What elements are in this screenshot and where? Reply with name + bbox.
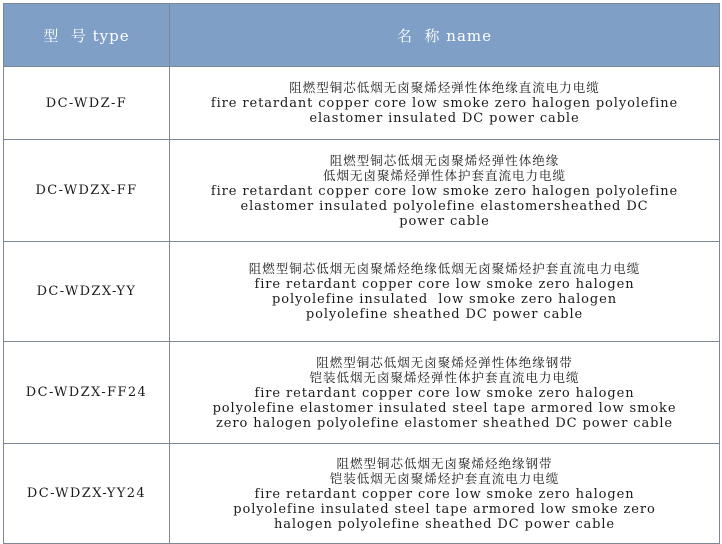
name-en-line: power cable bbox=[399, 213, 490, 229]
name-cn-line: 铠装低烟无卤聚烯烃弹性体护套直流电力电缆 bbox=[309, 370, 580, 385]
name-en-line: fire retardant copper core low smoke zero halogen bbox=[254, 276, 635, 292]
table-row bbox=[4, 242, 720, 342]
cable-spec-table bbox=[3, 3, 720, 544]
model-cell: DC-WDZX-FF24 bbox=[4, 342, 170, 444]
header-name: 名 称 name bbox=[170, 4, 720, 67]
name-en-line: elastomer insulated polyolefine elastomersheathed DC bbox=[240, 198, 649, 214]
name-cn-line: 阻燃型铜芯低烟无卤聚烯烃绝缘低烟无卤聚烯烃护套直流电力电缆 bbox=[248, 261, 641, 277]
name-en-line: fire retardant copper core low smoke zero halogen bbox=[254, 486, 635, 502]
name-en-line: halogen polyolefine sheathed DC power cable bbox=[273, 516, 616, 532]
name-cn-line: 阻燃型铜芯低烟无卤聚烯烃弹性体绝缘直流电力电缆 bbox=[289, 80, 600, 96]
header-model: 型 号 type bbox=[4, 4, 170, 67]
name-en-line: polyolefine elastomer insulated steel tape armored low smoke bbox=[212, 400, 677, 416]
name-en-line: zero halogen polyolefine elastomer sheathed DC power cable bbox=[216, 415, 673, 431]
name-cn-line: 阻燃型铜芯低烟无卤聚烯烃绝缘钢带 bbox=[336, 455, 553, 471]
name-cn-line: 阻燃型铜芯低烟无卤聚烯烃弹性体绝缘 bbox=[329, 152, 560, 168]
name-cell bbox=[170, 444, 720, 544]
model-cell: DC-WDZ-F bbox=[4, 67, 170, 140]
name-en-line: polyolefine insulated low smoke zero halogen bbox=[272, 291, 617, 307]
cable-spec-table-wrapper bbox=[3, 3, 720, 544]
model-cell: DC-WDZX-YY24 bbox=[4, 444, 170, 544]
table-header-row bbox=[4, 4, 720, 67]
name-en-line: elastomer insulated DC power cable bbox=[309, 110, 580, 126]
name-cn-line: 低烟无卤聚烯烃弹性体护套直流电力电缆 bbox=[322, 168, 566, 183]
name-cell bbox=[170, 67, 720, 140]
name-cell bbox=[170, 140, 720, 242]
table-row bbox=[4, 67, 720, 140]
name-en-line: fire retardant copper core low smoke zero halogen polyolefine bbox=[210, 183, 679, 199]
name-en-line: polyolefine sheathed DC power cable bbox=[305, 306, 584, 322]
name-en-line: polyolefine insulated steel tape armored low smoke zero bbox=[233, 501, 656, 517]
name-en-line: fire retardant copper core low smoke zero halogen polyolefine bbox=[210, 95, 679, 111]
name-en-line: fire retardant copper core low smoke zero halogen bbox=[254, 385, 635, 401]
model-cell: DC-WDZX-YY bbox=[4, 242, 170, 342]
name-cn-line: 阻燃型铜芯低烟无卤聚烯烃弹性体绝缘钢带 bbox=[316, 354, 573, 370]
model-cell: DC-WDZX-FF bbox=[4, 140, 170, 242]
table-row bbox=[4, 140, 720, 242]
name-cell bbox=[170, 242, 720, 342]
name-cell bbox=[170, 342, 720, 444]
name-cn-line: 铠装低烟无卤聚烯烃护套直流电力电缆 bbox=[329, 471, 560, 486]
table-row bbox=[4, 342, 720, 444]
table-row bbox=[4, 444, 720, 544]
